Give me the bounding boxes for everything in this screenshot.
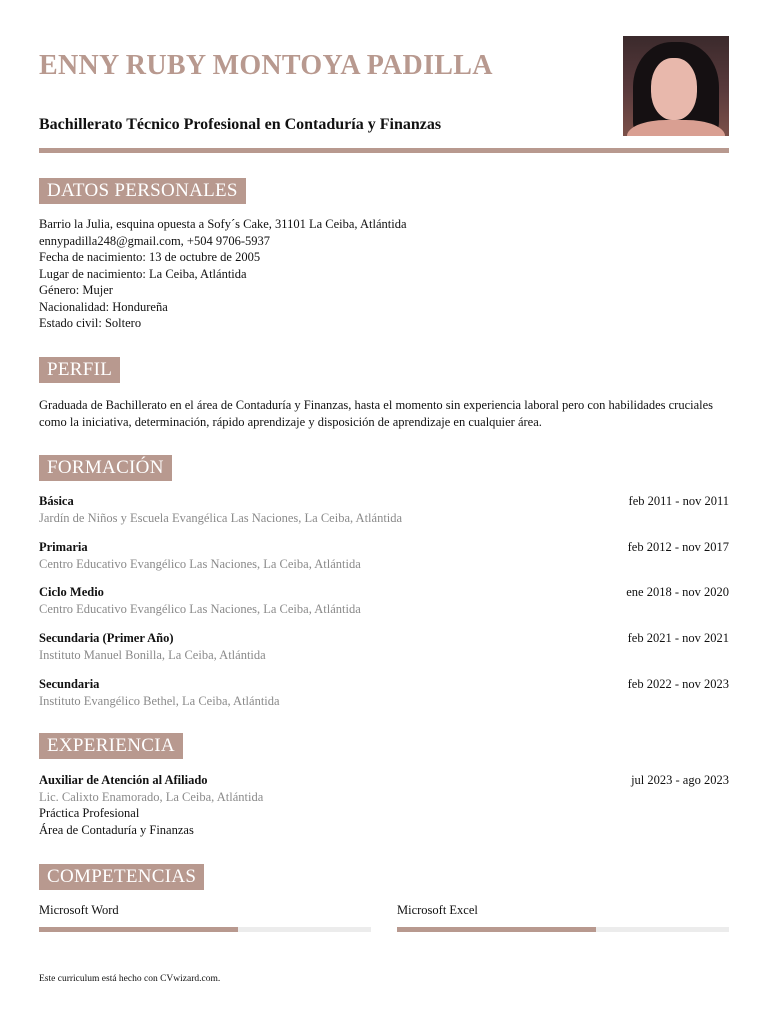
personal-nationality: Nacionalidad: Hondureña <box>39 299 168 314</box>
skill-name: Microsoft Excel <box>397 903 478 917</box>
section-title-skills: COMPETENCIAS <box>39 864 204 890</box>
education-title: Ciclo Medio <box>39 585 104 599</box>
header-divider <box>39 148 729 153</box>
education-date: feb 2022 - nov 2023 <box>627 677 729 691</box>
education-title: Secundaria <box>39 677 100 691</box>
education-date: ene 2018 - nov 2020 <box>626 585 729 599</box>
section-title-education: FORMACIÓN <box>39 455 172 481</box>
education-title: Primaria <box>39 540 88 554</box>
experience-detail: Práctica Profesional <box>39 806 140 820</box>
education-entry <box>39 539 729 572</box>
skill-level-fill <box>39 927 238 932</box>
section-title-personal: DATOS PERSONALES <box>39 178 246 204</box>
experience-place: Lic. Calixto Enamorado, La Ceiba, Atlántida <box>39 789 264 804</box>
education-date: feb 2011 - nov 2011 <box>628 494 729 508</box>
profile-photo <box>623 36 729 136</box>
experience-title: Auxiliar de Atención al Afiliado <box>39 773 208 787</box>
personal-address: Barrio la Julia, esquina opuesta a Sofy´s Cake, 31101 La Ceiba, Atlántida <box>39 217 407 231</box>
skill-item <box>397 903 729 918</box>
education-place: Centro Educativo Evangélico Las Naciones, La Ceiba, Atlántida <box>39 556 361 571</box>
skill-item <box>39 903 371 918</box>
education-entry <box>39 493 729 526</box>
section-title-experience: EXPERIENCIA <box>39 733 183 759</box>
footer-note: Este curriculum está hecho con CVwizard.com. <box>39 974 221 984</box>
candidate-name: ENNY RUBY MONTOYA PADILLA <box>39 50 493 81</box>
personal-contact: ennypadilla248@gmail.com, +504 9706-5937 <box>39 233 271 248</box>
education-place: Instituto Evangélico Bethel, La Ceiba, Atlántida <box>39 693 280 708</box>
experience-detail: Área de Contaduría y Finanzas <box>39 822 194 837</box>
education-entry <box>39 676 729 709</box>
education-place: Instituto Manuel Bonilla, La Ceiba, Atlántida <box>39 647 266 662</box>
education-title: Secundaria (Primer Año) <box>39 631 174 645</box>
skill-level-track <box>397 927 729 932</box>
personal-details <box>39 216 729 332</box>
experience-entry <box>39 772 729 838</box>
skill-level-fill <box>397 927 596 932</box>
profile-text: Graduada de Bachillerato en el área de Contaduría y Finanzas, hasta el momento sin experiencia laboral pero con habilidades cruciales como la iniciativa, determinación, rápido aprendizaje y disposición de aprendizaje en cualquier área. <box>39 398 714 429</box>
education-place: Centro Educativo Evangélico Las Naciones, La Ceiba, Atlántida <box>39 601 361 616</box>
education-entry <box>39 584 729 617</box>
experience-date: jul 2023 - ago 2023 <box>631 773 729 787</box>
skill-level-track <box>39 927 371 932</box>
personal-marital-status: Estado civil: Soltero <box>39 316 142 330</box>
personal-birthdate: Fecha de nacimiento: 13 de octubre de 2005 <box>39 250 261 264</box>
education-place: Jardín de Niños y Escuela Evangélica Las Naciones, La Ceiba, Atlántida <box>39 510 403 525</box>
education-title: Básica <box>39 494 74 508</box>
education-entry <box>39 630 729 663</box>
candidate-degree: Bachillerato Técnico Profesional en Contaduría y Finanzas <box>39 116 442 133</box>
photo-face <box>651 58 697 120</box>
personal-birthplace: Lugar de nacimiento: La Ceiba, Atlántida <box>39 266 247 281</box>
education-date: feb 2021 - nov 2021 <box>627 631 729 645</box>
personal-gender: Género: Mujer <box>39 283 113 297</box>
section-title-profile: PERFIL <box>39 357 120 383</box>
education-date: feb 2012 - nov 2017 <box>627 540 729 554</box>
skill-name: Microsoft Word <box>39 903 119 917</box>
